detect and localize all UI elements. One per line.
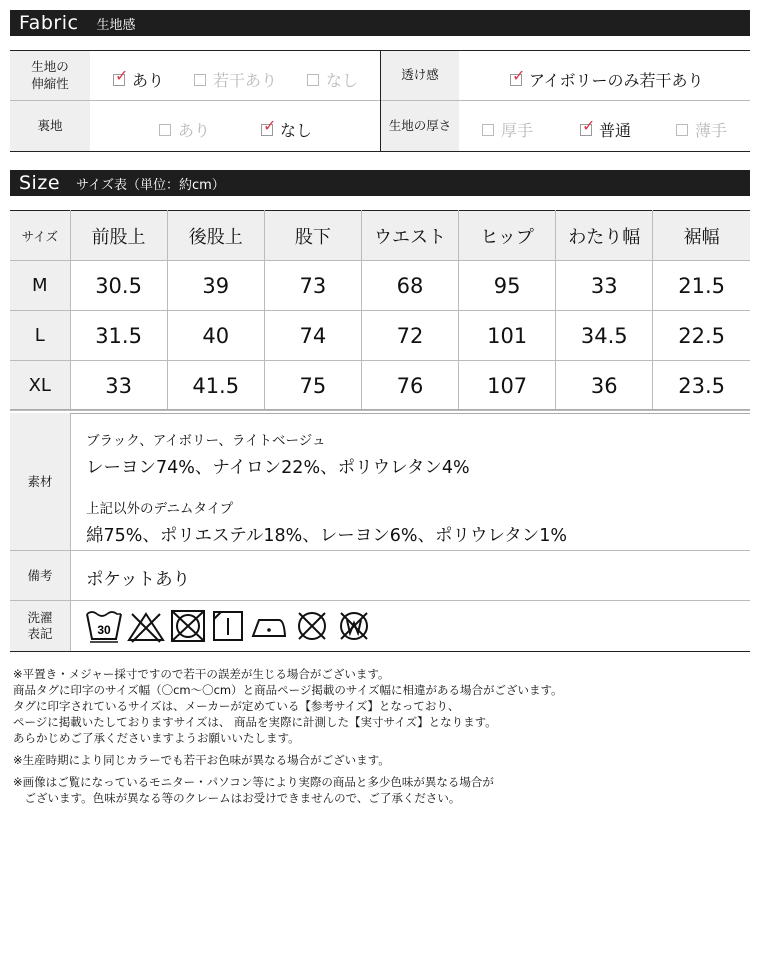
column-header: わたり幅 <box>556 211 653 261</box>
size-section-header <box>10 170 750 196</box>
checkbox-icon <box>482 124 494 136</box>
thickness-option-thin[interactable]: 薄手 <box>676 118 727 141</box>
table-cell: 34.5 <box>556 311 653 361</box>
lining-option-no[interactable]: ✓ なし <box>263 115 313 140</box>
note-line: タグに印字されているサイズは、メーカーが定めている【参考サイズ】となっており、 <box>13 699 460 713</box>
checkbox-icon <box>159 124 171 136</box>
column-header: 後股上 <box>167 211 264 261</box>
checkbox-icon <box>307 74 319 86</box>
table-cell: 75 <box>264 361 361 411</box>
wash-30-icon <box>85 608 123 644</box>
checkbox-icon <box>676 124 688 136</box>
line-dry-shade-icon <box>211 608 245 644</box>
table-cell: 21.5 <box>653 261 750 311</box>
stretch-option-yes[interactable]: ✓ あり <box>115 65 165 90</box>
fabric-subtitle: 生地感 <box>96 17 136 33</box>
checkbox-icon <box>194 74 206 86</box>
table-row <box>10 311 750 361</box>
material-label: 素材 <box>10 413 71 550</box>
checkbox-icon: ✓ <box>512 65 526 85</box>
table-cell: 72 <box>361 311 458 361</box>
size-title: Size <box>19 172 61 194</box>
row-size-label: L <box>10 311 70 361</box>
lining-label: 裏地 <box>10 101 90 151</box>
no-bleach-icon <box>127 608 165 644</box>
care-label: 洗濯 表記 <box>10 601 71 651</box>
table-cell: 22.5 <box>653 311 750 361</box>
material-content <box>86 413 750 547</box>
size-subtitle: サイズ表（単位：約cm） <box>76 177 225 193</box>
column-header: サイズ <box>10 211 70 261</box>
no-tumble-dry-icon <box>169 608 207 644</box>
size-table <box>10 210 750 411</box>
table-cell: 31.5 <box>70 311 167 361</box>
note-line: ページに掲載いたしておりますサイズは、 商品を実際に計測した【実寸サイズ】となります。 <box>13 715 497 729</box>
table-cell: 39 <box>167 261 264 311</box>
details-table <box>10 413 750 652</box>
row-size-label: M <box>10 261 70 311</box>
column-header: 股下 <box>264 211 361 261</box>
checkbox-icon: ✓ <box>115 65 129 85</box>
no-dry-clean-icon <box>293 608 331 644</box>
note-line: ※平置き・メジャー採寸ですので若干の誤差が生じる場合がございます。 <box>13 667 390 681</box>
material-group2-colors: 上記以外のデニムタイプ <box>86 501 234 517</box>
material-group1-colors: ブラック、アイボリー、ライトベージュ <box>86 433 326 449</box>
care-icons <box>85 601 750 644</box>
table-cell: 30.5 <box>70 261 167 311</box>
material-row <box>10 413 750 551</box>
table-cell: 33 <box>70 361 167 411</box>
table-cell: 76 <box>361 361 458 411</box>
remarks-row <box>10 551 750 601</box>
checkbox-icon: ✓ <box>263 115 277 135</box>
column-header: 前股上 <box>70 211 167 261</box>
fabric-table <box>10 50 750 152</box>
material-group2-composition: 綿75%、ポリエステル18%、レーヨン6%、ポリウレタン1% <box>86 526 568 546</box>
note-line: ございます。色味が異なる等のクレームはお受けできませんので、ご了承ください。 <box>13 791 461 805</box>
table-row <box>10 261 750 311</box>
thickness-option-thick[interactable]: 厚手 <box>482 118 533 141</box>
table-cell: 33 <box>556 261 653 311</box>
fabric-section-header <box>10 10 750 36</box>
note-line: ※画像はご覧になっているモニター・パソコン等により実際の商品と多少色味が異なる場合が <box>13 775 494 789</box>
svg-text:30: 30 <box>97 623 111 637</box>
column-header: 裾幅 <box>653 211 750 261</box>
transparency-label: 透け感 <box>381 51 459 100</box>
table-cell: 73 <box>264 261 361 311</box>
iron-low-icon <box>249 608 289 644</box>
disclaimer-notes <box>13 666 753 806</box>
note-line: ※生産時期により同じカラーでも若干お色味が異なる場合がございます。 <box>13 753 390 767</box>
table-cell: 23.5 <box>653 361 750 411</box>
size-table-header-row <box>10 211 750 261</box>
material-group1-composition: レーヨン74%、ナイロン22%、ポリウレタン4% <box>86 458 470 478</box>
remarks-text: ポケットあり <box>86 570 191 590</box>
column-header: ウエスト <box>361 211 458 261</box>
note-line: 商品タグに印字のサイズ幅（〇cm〜〇cm）と商品ページ掲載のサイズ幅に相違がある場合がございます。 <box>13 683 563 697</box>
fabric-title: Fabric <box>19 12 79 34</box>
stretch-label: 生地の 伸縮性 <box>10 51 90 100</box>
table-cell: 41.5 <box>167 361 264 411</box>
row-size-label: XL <box>10 361 70 411</box>
care-row <box>10 601 750 652</box>
checkbox-icon: ✓ <box>582 115 596 135</box>
table-cell: 68 <box>361 261 458 311</box>
table-row <box>10 361 750 411</box>
note-line: あらかじめご了承くださいますようお願いいたします。 <box>13 731 300 745</box>
table-cell: 107 <box>459 361 556 411</box>
table-cell: 74 <box>264 311 361 361</box>
fabric-divider <box>380 51 381 151</box>
transparency-option-ivory[interactable]: ✓ アイボリーのみ若干あり <box>512 65 704 90</box>
table-cell: 40 <box>167 311 264 361</box>
stretch-option-none[interactable]: なし <box>307 68 358 91</box>
stretch-option-slight[interactable]: 若干あり <box>194 68 277 91</box>
table-cell: 101 <box>459 311 556 361</box>
lining-option-yes[interactable]: あり <box>159 118 210 141</box>
no-wet-clean-icon <box>335 608 373 644</box>
thickness-label: 生地の厚さ <box>381 101 459 151</box>
column-header: ヒップ <box>459 211 556 261</box>
thickness-option-normal[interactable]: ✓ 普通 <box>582 115 632 140</box>
table-cell: 95 <box>459 261 556 311</box>
remarks-label: 備考 <box>10 551 71 600</box>
table-cell: 36 <box>556 361 653 411</box>
